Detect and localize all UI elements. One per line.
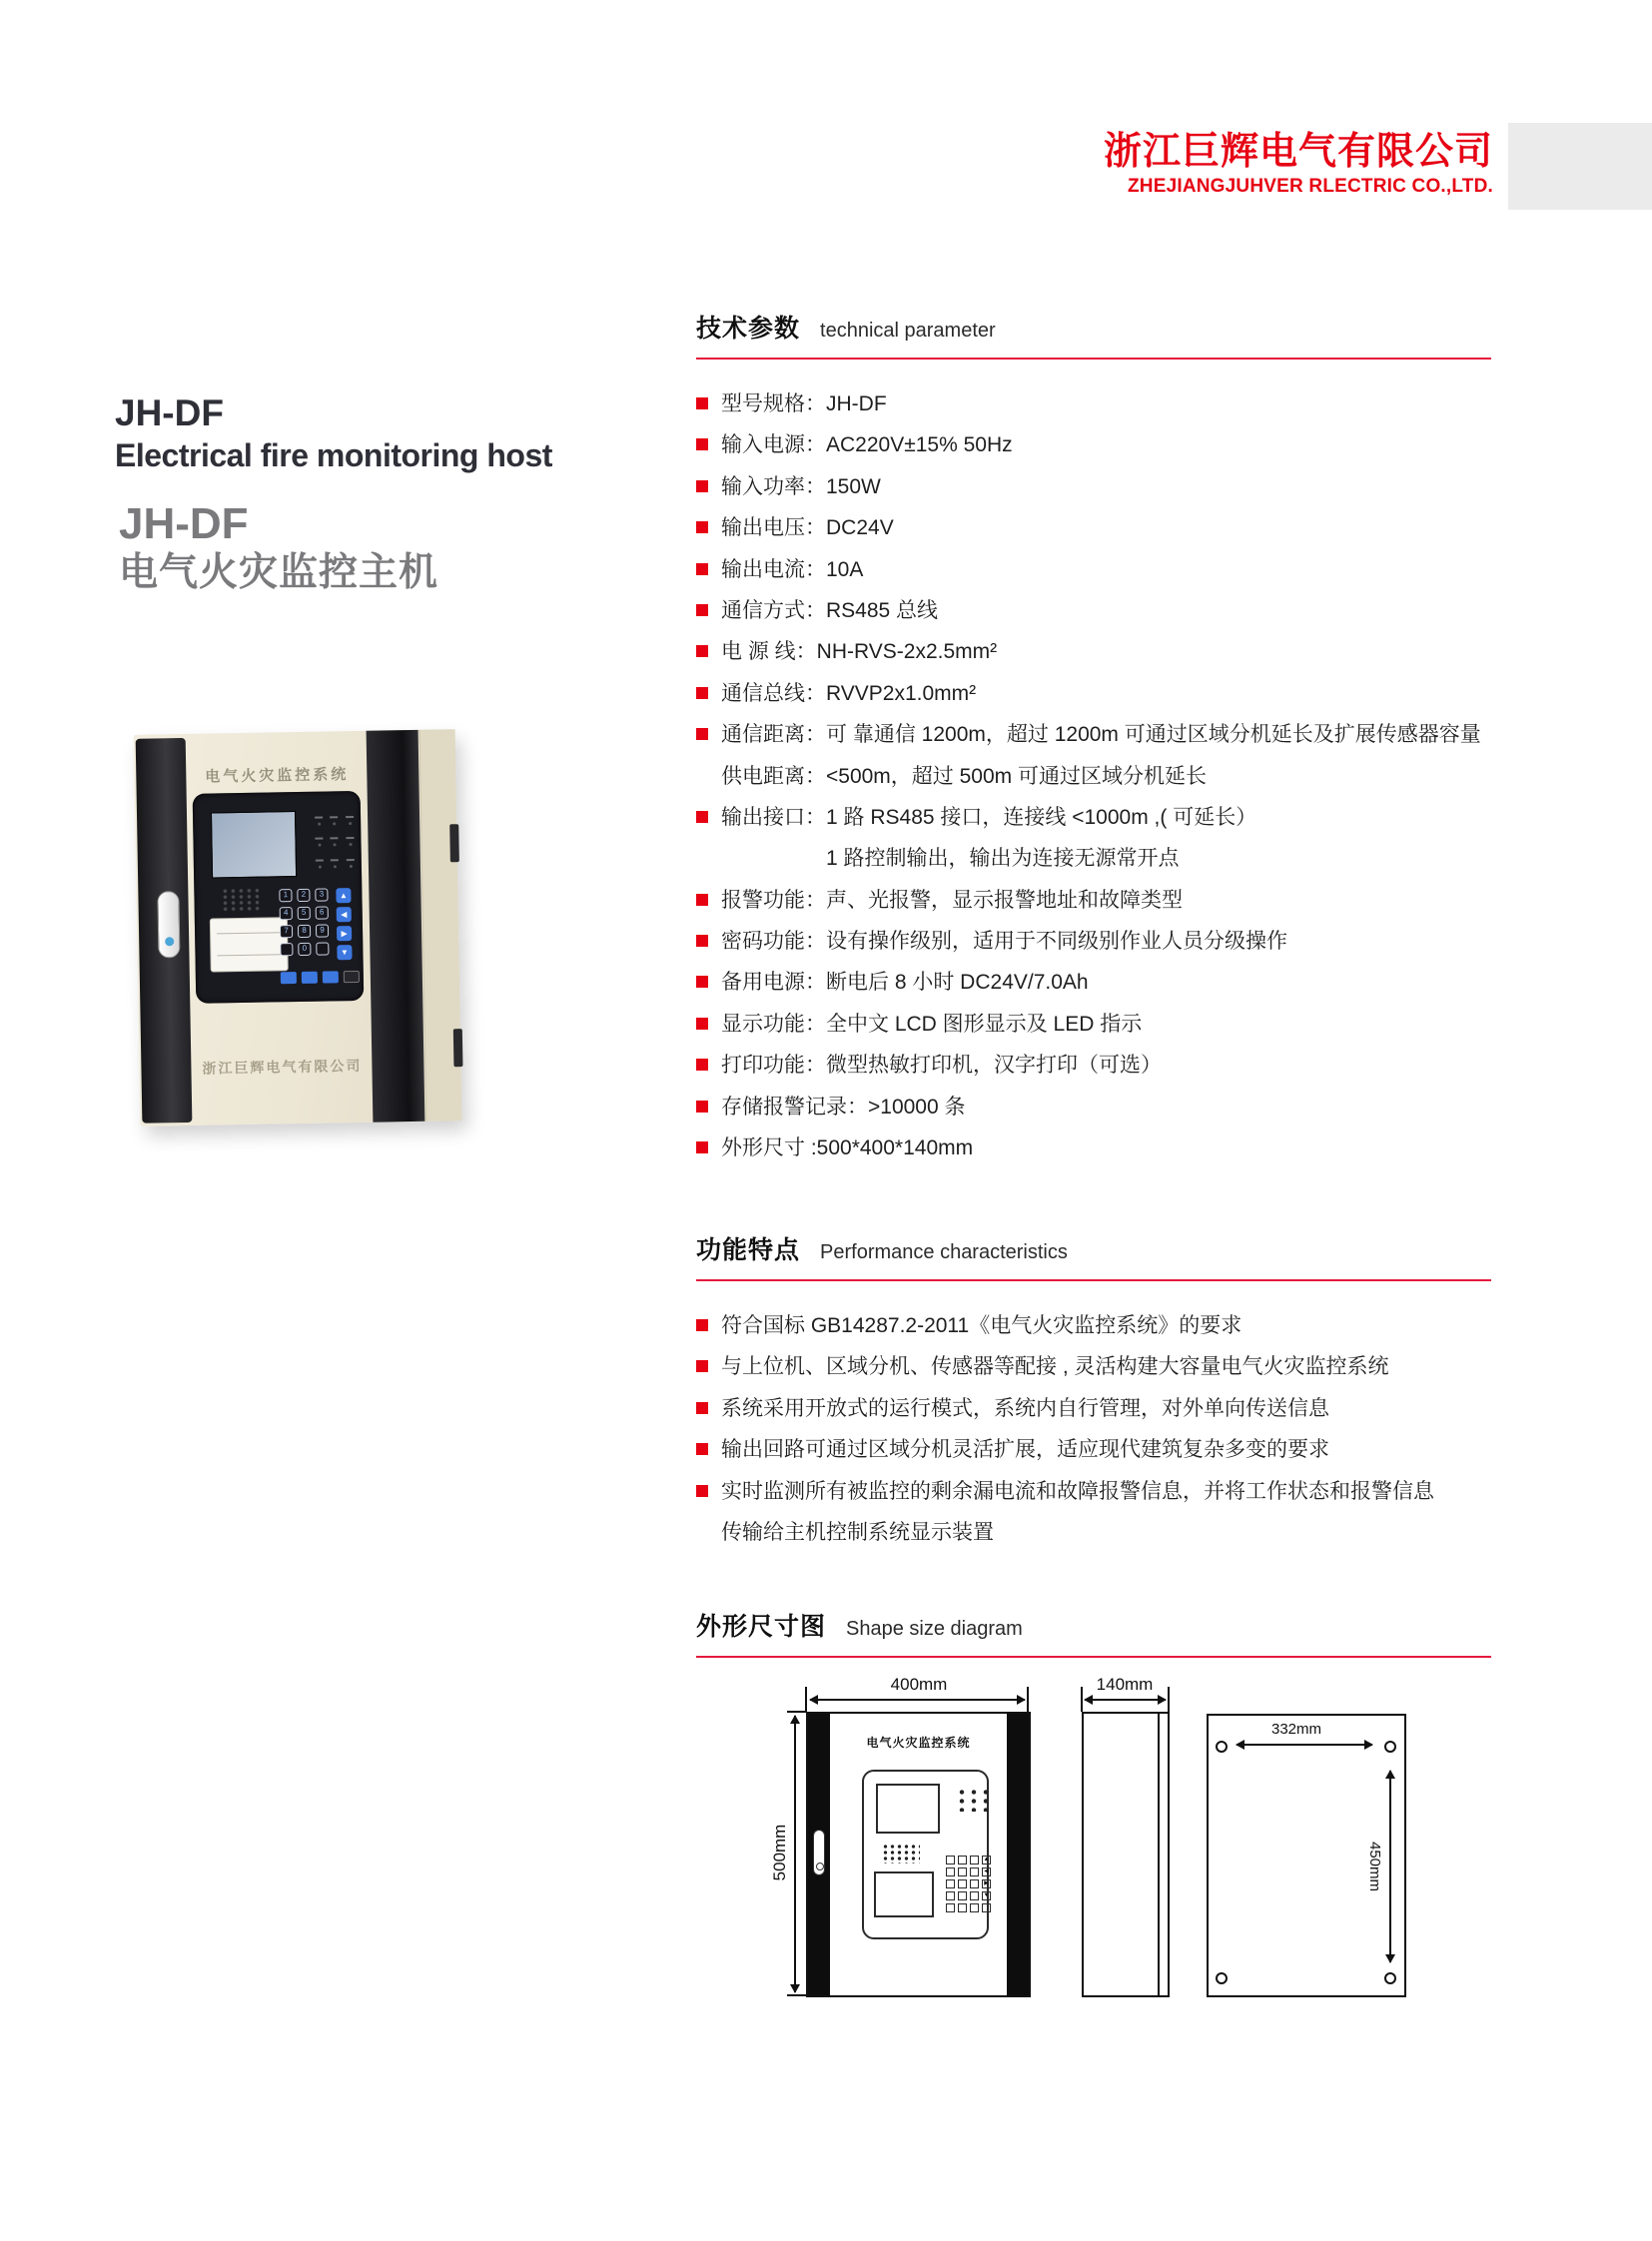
key-blank [316, 942, 329, 955]
front-view-speaker [882, 1844, 920, 1864]
key-right-icon: ▶ [982, 1879, 991, 1888]
section-title-en: technical parameter [820, 320, 996, 342]
cabinet-top-label: 电气火灾监控系统 [205, 766, 350, 786]
tech-item: 通信距离：可 靠通信 1200m，超过 1200m 可通过区域分机延长及扩展传感器容量 [696, 714, 1491, 755]
dimension-tick [1081, 1687, 1083, 1712]
tech-item: 显示功能：全中文 LCD 图形显示及 LED 指示 [696, 1004, 1491, 1045]
mount-height-dimension-arrow [1389, 1771, 1391, 1962]
key-up-icon: ▲ [983, 1857, 990, 1863]
lcd-screen [211, 811, 297, 878]
key-2: 2 [297, 889, 310, 902]
hinge-bottom [453, 1029, 463, 1067]
section-header [696, 1607, 1491, 1643]
product-model-en: JH-DF [115, 392, 224, 433]
section-rule [696, 358, 1491, 360]
tech-item-continuation: 供电距离：<500m，超过 500m 可通过区域分机延长 [721, 764, 1207, 788]
bullet-square-icon [696, 1059, 708, 1071]
cabinet-side-face [419, 729, 462, 1121]
feature-item: 实时监测所有被监控的剩余漏电流和故障报警信息，并将工作状态和报警信息 [696, 1471, 1491, 1512]
key-left-icon: ◀ [337, 907, 352, 922]
bullet-square-icon [696, 480, 708, 492]
cabinet-brand-label: 浙江巨辉电气有限公司 [202, 1057, 363, 1077]
function-key [323, 971, 339, 983]
bullet-square-icon [696, 1360, 708, 1372]
mount-width-dimension-arrow [1237, 1744, 1372, 1746]
mount-height-dimension-label: 450mm [1366, 1841, 1383, 1892]
bullet-square-icon [696, 811, 708, 823]
bullet-square-icon [696, 1141, 708, 1153]
bullet-square-icon [696, 521, 708, 533]
tech-item: 打印功能：微型热敏打印机，汉字打印（可选） [696, 1045, 1491, 1086]
key-9: 9 [316, 924, 329, 937]
company-header [699, 130, 1493, 198]
front-width-dimension-arrow [810, 1699, 1025, 1701]
bullet-square-icon [696, 687, 708, 699]
key-blank [280, 943, 293, 956]
tech-item: 通信总线：RVVP2x1.0mm² [696, 673, 1491, 714]
tech-item-continuation: 1 路控制输出，输出为连接无源常开点 [826, 847, 1180, 871]
feature-item-continuation: 传输给主机控制系统显示装置 [721, 1520, 994, 1544]
section-title-en: Performance characteristics [820, 1241, 1068, 1263]
bullet-square-icon [696, 1101, 708, 1113]
key-1: 1 [279, 889, 292, 902]
key-4: 4 [280, 907, 293, 920]
product-name-cn: 电气火灾监控主机 [119, 551, 439, 594]
dimension-tick [805, 1687, 807, 1712]
front-view-control-panel [862, 1770, 989, 1939]
dimension-tick [1027, 1687, 1029, 1712]
bullet-square-icon [696, 1443, 708, 1455]
bullet-square-icon [696, 438, 708, 450]
bullet-square-icon [696, 1319, 708, 1331]
control-panel [193, 791, 365, 1004]
bullet-square-icon [696, 1018, 708, 1030]
product-title-en [115, 391, 552, 475]
bullet-square-icon [696, 935, 708, 947]
mounting-hole [1384, 1972, 1396, 1984]
hinge-top [449, 824, 459, 862]
front-height-dimension-arrow [794, 1716, 796, 1992]
section-technical-parameters [696, 309, 1491, 1168]
front-view-drawing [806, 1712, 1031, 1997]
feature-item: 符合国标 GB14287.2-2011《电气火灾监控系统》的要求 [696, 1305, 1491, 1346]
tech-item: 外形尺寸 :500*400*140mm [696, 1127, 1491, 1168]
company-name-en: ZHEJIANGJUHVER RLECTRIC CO.,LTD. [1127, 176, 1493, 197]
side-view-door-line [1158, 1714, 1160, 1995]
indicator-led-grid [313, 812, 358, 875]
mounting-hole [1216, 1972, 1228, 1984]
tech-item: 输出电流：10A [696, 549, 1491, 590]
key-down-icon: ▼ [983, 1892, 990, 1898]
feature-item: 系统采用开放式的运行模式，系统内自行管理，对外单向传送信息 [696, 1388, 1491, 1429]
indicator-led [313, 812, 327, 832]
mounting-hole [1384, 1741, 1396, 1753]
tech-list [696, 383, 1491, 1168]
arrow-keypad [336, 888, 352, 960]
key-left-icon: ◀ [982, 1868, 991, 1876]
bullet-square-icon [696, 1402, 708, 1414]
mounting-hole [1216, 1741, 1228, 1753]
key-down-icon: ▼ [337, 945, 352, 960]
product-photo [134, 729, 462, 1126]
bullet-square-icon [696, 976, 708, 988]
mount-width-dimension-label: 332mm [1270, 1721, 1322, 1738]
bullet-square-icon [696, 1485, 708, 1497]
function-key-row [281, 971, 360, 984]
indicator-led [344, 855, 358, 875]
section-rule [696, 1656, 1491, 1658]
front-view-right-bar [1007, 1714, 1029, 1995]
numeric-keypad [279, 888, 335, 956]
indicator-led [313, 834, 327, 854]
indicator-led [344, 833, 358, 853]
speaker-grille [221, 888, 261, 914]
product-title-cn [119, 499, 438, 597]
section-header [696, 1230, 1491, 1266]
function-key [344, 971, 360, 983]
cabinet-right-bar [367, 730, 425, 1122]
indicator-led [328, 812, 342, 832]
section-shape-size-diagram [696, 1607, 1491, 1658]
section-title-cn: 技术参数 [696, 315, 801, 343]
key-up-icon: ▲ [336, 888, 351, 903]
tech-item: 输入电源：AC220V±15% 50Hz [696, 424, 1491, 465]
key-5: 5 [298, 907, 311, 920]
front-view-screen-2 [874, 1871, 934, 1917]
key-right-icon: ▶ [337, 926, 352, 941]
section-rule [696, 1279, 1491, 1281]
indicator-led [344, 812, 358, 832]
section-title-en: Shape size diagram [846, 1618, 1023, 1640]
front-height-dimension-label: 500mm [770, 1824, 789, 1881]
side-view-drawing [1082, 1712, 1170, 1997]
front-view-panel-label: 电气火灾监控系统 [866, 1736, 971, 1750]
tech-item: 存储报警记录：>10000 条 [696, 1087, 1491, 1127]
function-key [302, 972, 318, 984]
feature-item: 输出回路可通过区域分机灵活扩展，适应现代建筑复杂多变的要求 [696, 1429, 1491, 1470]
dimension-tick [1168, 1687, 1170, 1712]
key-7: 7 [280, 925, 293, 938]
bullet-square-icon [696, 604, 708, 616]
bullet-square-icon [696, 894, 708, 906]
section-header [696, 309, 1491, 345]
tech-item: 备用电源：断电后 8 小时 DC24V/7.0Ah [696, 962, 1491, 1003]
front-width-dimension-label: 400mm [890, 1675, 948, 1694]
key-3: 3 [315, 888, 328, 901]
tech-item: 型号规格：JH-DF [696, 383, 1491, 424]
feature-item: 与上位机、区域分机、传感器等配接 , 灵活构建大容量电气火灾监控系统 [696, 1346, 1491, 1387]
section-performance-characteristics [696, 1230, 1491, 1553]
tech-item: 电 源 线：NH-RVS-2x2.5mm² [696, 631, 1491, 672]
tech-item: 输出电压：DC24V [696, 507, 1491, 548]
features-list [696, 1305, 1491, 1553]
key-0: 0 [298, 943, 311, 956]
front-view-handle [813, 1830, 825, 1875]
bullet-square-icon [696, 563, 708, 575]
indicator-led [314, 855, 328, 875]
bullet-square-icon [696, 645, 708, 657]
tech-item: 密码功能：设有操作级别，适用于不同级别作业人员分级操作 [696, 921, 1491, 962]
door-handle [157, 891, 180, 958]
front-view-screen-1 [876, 1784, 940, 1834]
thermal-printer-slot [210, 917, 289, 972]
key-6: 6 [316, 906, 329, 919]
tech-item: 输出接口：1 路 RS485 接口，连接线 <1000m ,( 可延长） [696, 797, 1491, 838]
bullet-square-icon [696, 397, 708, 409]
product-name-en: Electrical fire monitoring host [115, 437, 552, 473]
side-depth-dimension-label: 140mm [1096, 1675, 1154, 1694]
side-depth-dimension-arrow [1085, 1699, 1166, 1701]
dimension-tick [787, 1711, 806, 1713]
tech-item: 报警功能：声、光报警，显示报警地址和故障类型 [696, 880, 1491, 921]
bullet-square-icon [696, 728, 708, 740]
corner-decoration-block [1508, 123, 1652, 210]
section-title-cn: 功能特点 [696, 1236, 801, 1264]
front-view-led-grid [956, 1788, 988, 1812]
tech-item: 输入功率：150W [696, 466, 1491, 507]
front-view-keypad [946, 1856, 991, 1912]
company-name-cn: 浙江巨辉电气有限公司 [1103, 131, 1493, 173]
indicator-led [329, 855, 343, 875]
key-8: 8 [298, 925, 311, 938]
dimension-tick [787, 1994, 806, 1996]
tech-item: 通信方式：RS485 总线 [696, 590, 1491, 631]
section-title-cn: 外形尺寸图 [696, 1613, 827, 1641]
indicator-led [329, 834, 343, 854]
function-key [281, 972, 297, 984]
product-model-cn: JH-DF [119, 499, 249, 548]
